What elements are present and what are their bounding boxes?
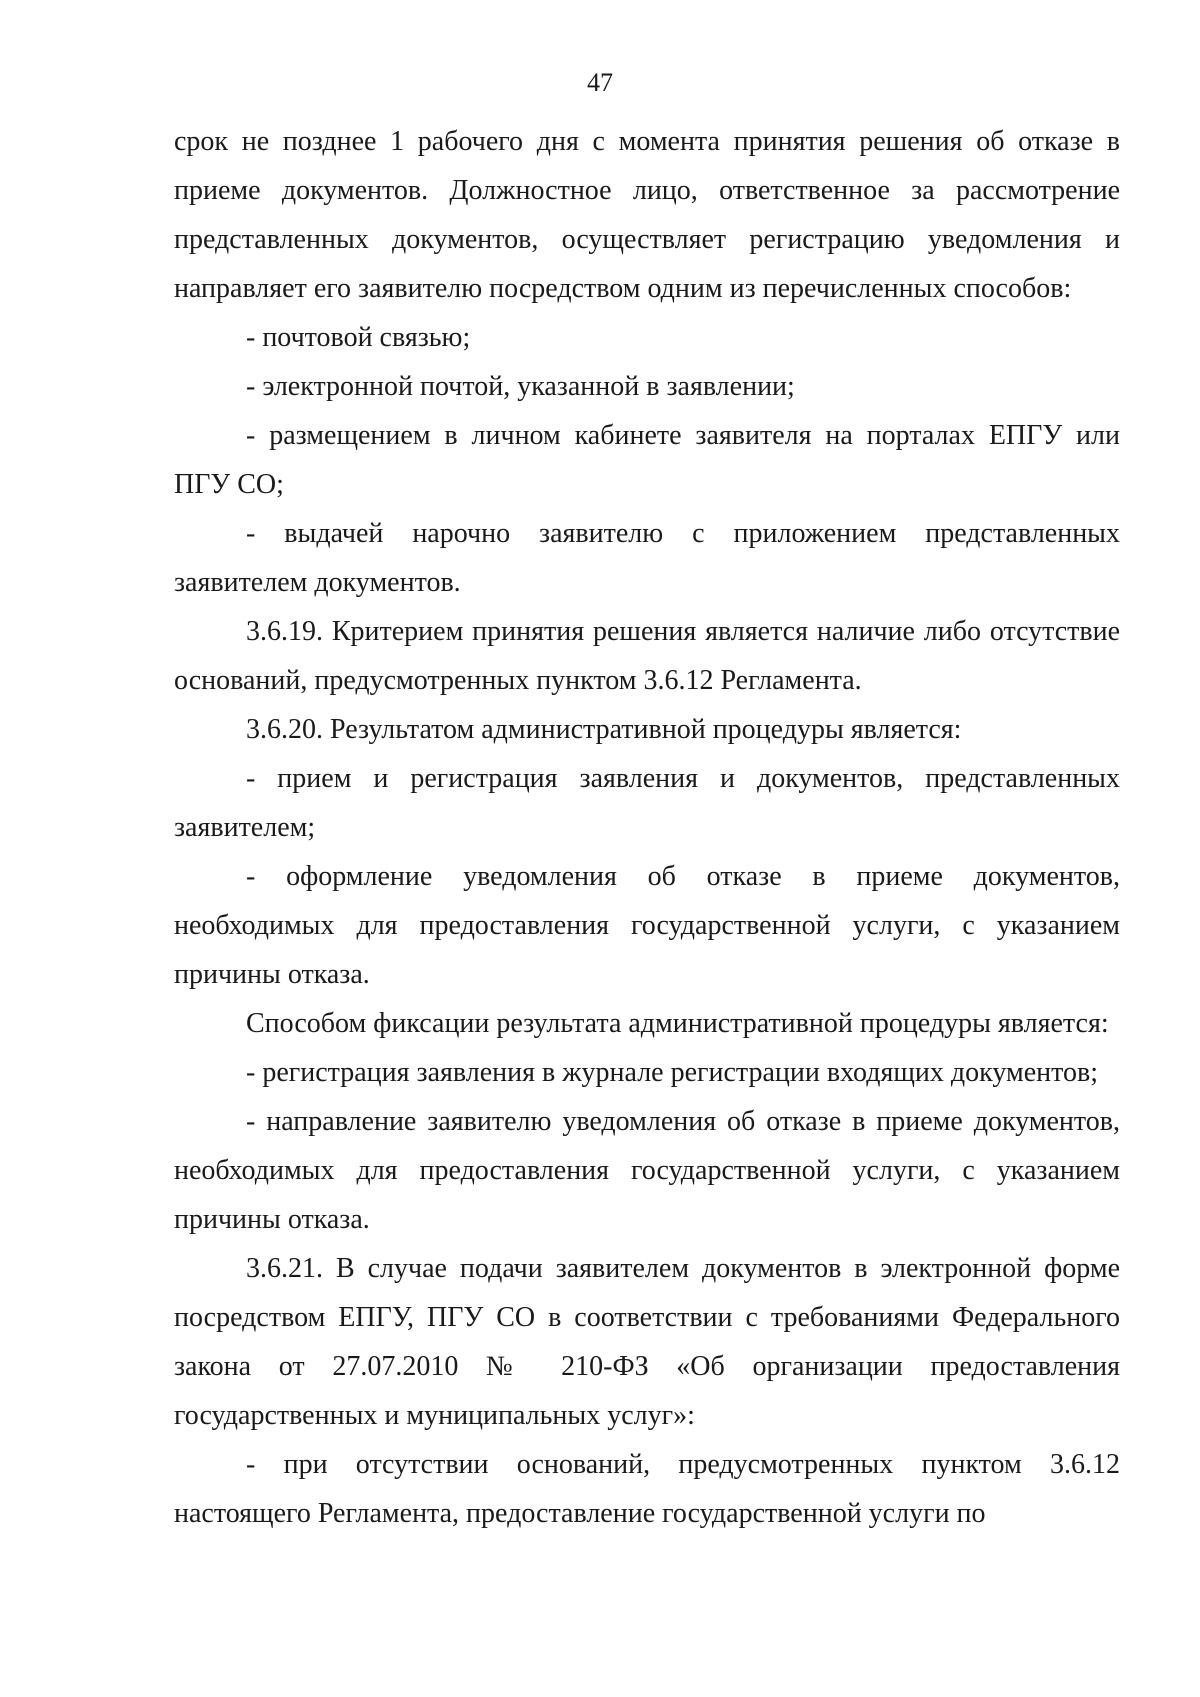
page-number: 47 (587, 68, 613, 97)
list-item-registration: - прием и регистрация заявления и документов, представленных заявителем; (174, 763, 1120, 843)
list-item-email: - электронной почтой, указанной в заявлении; (246, 371, 795, 402)
list-item-hand-delivery: - выдачей нарочно заявителю с приложением представленных заявителем документов. (174, 518, 1120, 598)
paragraph-3-6-19: 3.6.19. Критерием принятия решения является наличие либо отсутствие оснований, предусмотренных пунктом 3.6.12 Регламента. (174, 616, 1120, 696)
document-body (174, 117, 1120, 1538)
list-item-send-notice: - направление заявителю уведомления об отказе в приеме документов, необходимых для предоставления государственной услуги, с указанием причины отказа. (174, 1106, 1120, 1235)
list-item-journal-registration: - регистрация заявления в журнале регистрации входящих документов; (246, 1057, 1098, 1088)
paragraph-fixation-method: Способом фиксации результата административной процедуры является: (246, 1008, 1109, 1039)
list-item-postal: - почтовой связью; (246, 322, 471, 353)
list-item-rejection-notice: - оформление уведомления об отказе в приеме документов, необходимых для предоставления государственной услуги, с указанием причины отказа. (174, 861, 1120, 990)
paragraph-3-6-21: 3.6.21. В случае подачи заявителем документов в электронной форме посредством ЕПГУ, ПГУ СО в соответствии с требованиями Федерального закона от 27.07.2010 № 210-ФЗ «Об организации предоставления государственных и муниципальных услуг»: (174, 1253, 1120, 1431)
list-item-no-grounds: - при отсутствии оснований, предусмотренных пунктом 3.6.12 настоящего Регламента, предоставление государственной услуги по (174, 1449, 1120, 1529)
paragraph-3-6-20: 3.6.20. Результатом административной процедуры является: (246, 714, 962, 745)
paragraph-rejection-deadline: срок не позднее 1 рабочего дня с момента принятия решения об отказе в приеме документов. Должностное лицо, ответственное за рассмотрение представленных документов, осуществляет регистрацию уведомления и направляет его заявителю посредством одним из перечисленных способов: (174, 126, 1120, 304)
list-item-personal-cabinet: - размещением в личном кабинете заявителя на порталах ЕПГУ или ПГУ СО; (174, 420, 1120, 500)
